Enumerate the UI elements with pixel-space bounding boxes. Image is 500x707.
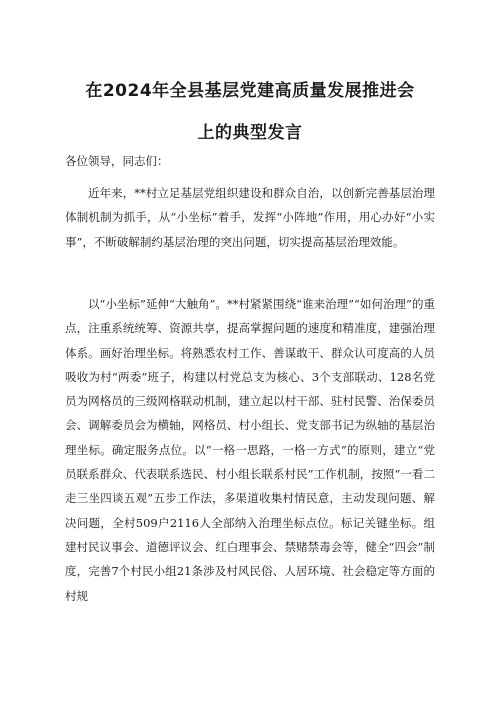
document-title-line-1: 在2024年全县基层党建高质量发展推进会 <box>85 81 415 101</box>
salutation: 各位领导，同志们： <box>65 154 169 168</box>
document-title-line-2: 上的典型发言 <box>197 123 303 143</box>
paragraph-intro: 近年来，**村立足基层党组织建设和群众自治，以创新完善基层治理体制机制为抓手，从“小坐标”着手，发挥“小阵地”作用，用心办好“小实事”，不断破解制约基层治理的突出问题，切实提高基层治理效能。 <box>65 186 435 249</box>
paragraph-coordinates: 以“小坐标”延伸“大触角”。**村紧紧围绕“谁来治理”“如何治理”的重点，注重系统统筹、资源共享，提高掌握问题的速度和精准度，建强治理体系。画好治理坐标。将熟悉农村工作、善谋敢干、群众认可度高的人员吸收为村“两委”班子，构建以村党总支为核心、3个支部联动、128名党员为网格员的三级网格联动机制，建立起以村干部、驻村民警、治保委员会、调解委员会为横轴，网格员、村小组长、党支部书记为纵轴的基层治理坐标。确定服务点位。以“一格一思路，一格一方式”的原则，建立“党员联系群众、代表联系选民、村小组长联系村民”工作机制，按照“一看二走三坐四谈五观”五步工作法，多渠道收集村情民意，主动发现问题、解决问题，全村509户2116人全部纳入治理坐标点位。标记关键坐标。组建村民议事会、道德评议会、红白理事会、禁赌禁毒会等，健全“四会”制度，完善7个村民小组21条涉及村风民俗、人居环境、社会稳定等方面的村规 <box>65 297 435 603</box>
